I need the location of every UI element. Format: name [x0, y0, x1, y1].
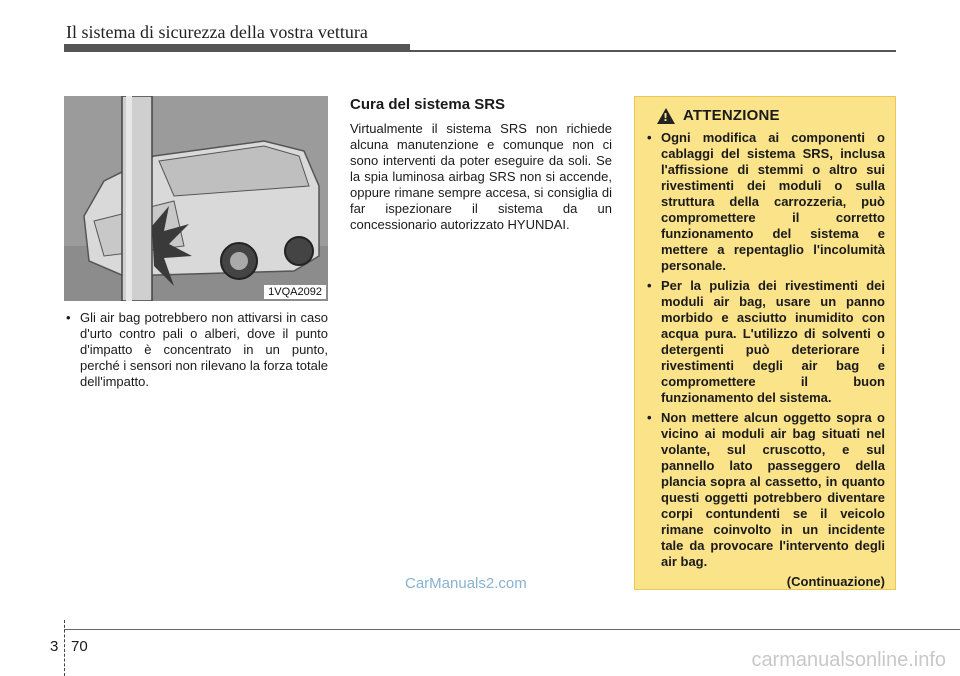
- footer-divider: [64, 620, 65, 676]
- list-item: [64, 310, 328, 390]
- warning-box: [634, 96, 896, 590]
- footer-page-number: 70: [71, 638, 88, 655]
- bullet-dot: •: [647, 278, 652, 293]
- warning-continuation: (Continuazione): [786, 574, 885, 589]
- warning-item-text: Per la pulizia dei rivestimenti dei moduli air bag, usare un panno morbido e asciutto inumidito con acqua pura. L'utilizzo di solventi o detergenti può deteriorare i rivestimenti degli air bag e compromettere il buon funzionamento del sistema.: [661, 278, 885, 405]
- warning-title: ATTENZIONE: [683, 107, 780, 124]
- section-title: Cura del sistema SRS: [350, 96, 506, 113]
- footer-rule: [64, 629, 960, 630]
- warning-item: [645, 410, 885, 570]
- warning-item-text: Ogni modifica ai componenti o cablaggi del sistema SRS, inclusa l'affissione di stemmi o altro sui rivestimenti dei moduli o sulla struttura della carrozzeria, può compromettere il corretto funzionamento del sistema e mettere a repentaglio l'incolumità personale.: [661, 130, 885, 273]
- bullet-dot: •: [66, 310, 71, 325]
- middle-column: [350, 96, 612, 233]
- bullet-dot: •: [647, 410, 652, 425]
- warning-item-text: Non mettere alcun oggetto sopra o vicino ai moduli air bag situati nel volante, sul cruscotto, e sul pannello lato passeggero della plancia sopra al cassetto, in quanto questi oggetti potrebbero diventare corpi contundenti se il veicolo rimane coinvolto in un incidente tale da provocare l'intervento degli air bag.: [661, 410, 885, 569]
- page-header-title: Il sistema di sicurezza della vostra vettura: [66, 22, 368, 42]
- car-crash-illustration: [64, 96, 328, 301]
- site-watermark: carmanualsonline.info: [751, 649, 946, 671]
- bullet-text: Gli air bag potrebbero non attivarsi in caso d'urto contro pali o alberi, dove il punto d'impatto è concentrato in un punto, perché i sensori non rilevano la forza totale dell'impatto.: [80, 310, 328, 389]
- illustration-car-pole: [64, 96, 328, 301]
- left-column: [64, 310, 328, 390]
- warning-triangle-icon: [657, 108, 675, 124]
- header-rule-thin: [64, 50, 896, 52]
- warning-item: [645, 278, 885, 406]
- bullet-dot: •: [647, 130, 652, 145]
- watermark-text: CarManuals2.com: [405, 575, 527, 592]
- footer-section-number: 3: [50, 638, 59, 655]
- warning-header: [657, 107, 885, 124]
- figure-code-label: 1VQA2092: [264, 285, 326, 299]
- warning-item: [645, 130, 885, 274]
- section-body: Virtualmente il sistema SRS non richiede alcuna manutenzione e comunque non ci sono interventi da poter eseguire da soli. Se la spia luminosa airbag SRS non si accende, oppure rimane sempre accesa, si consiglia di far ispezionare il sistema da un concessionario autorizzato HYUNDAI.: [350, 121, 612, 232]
